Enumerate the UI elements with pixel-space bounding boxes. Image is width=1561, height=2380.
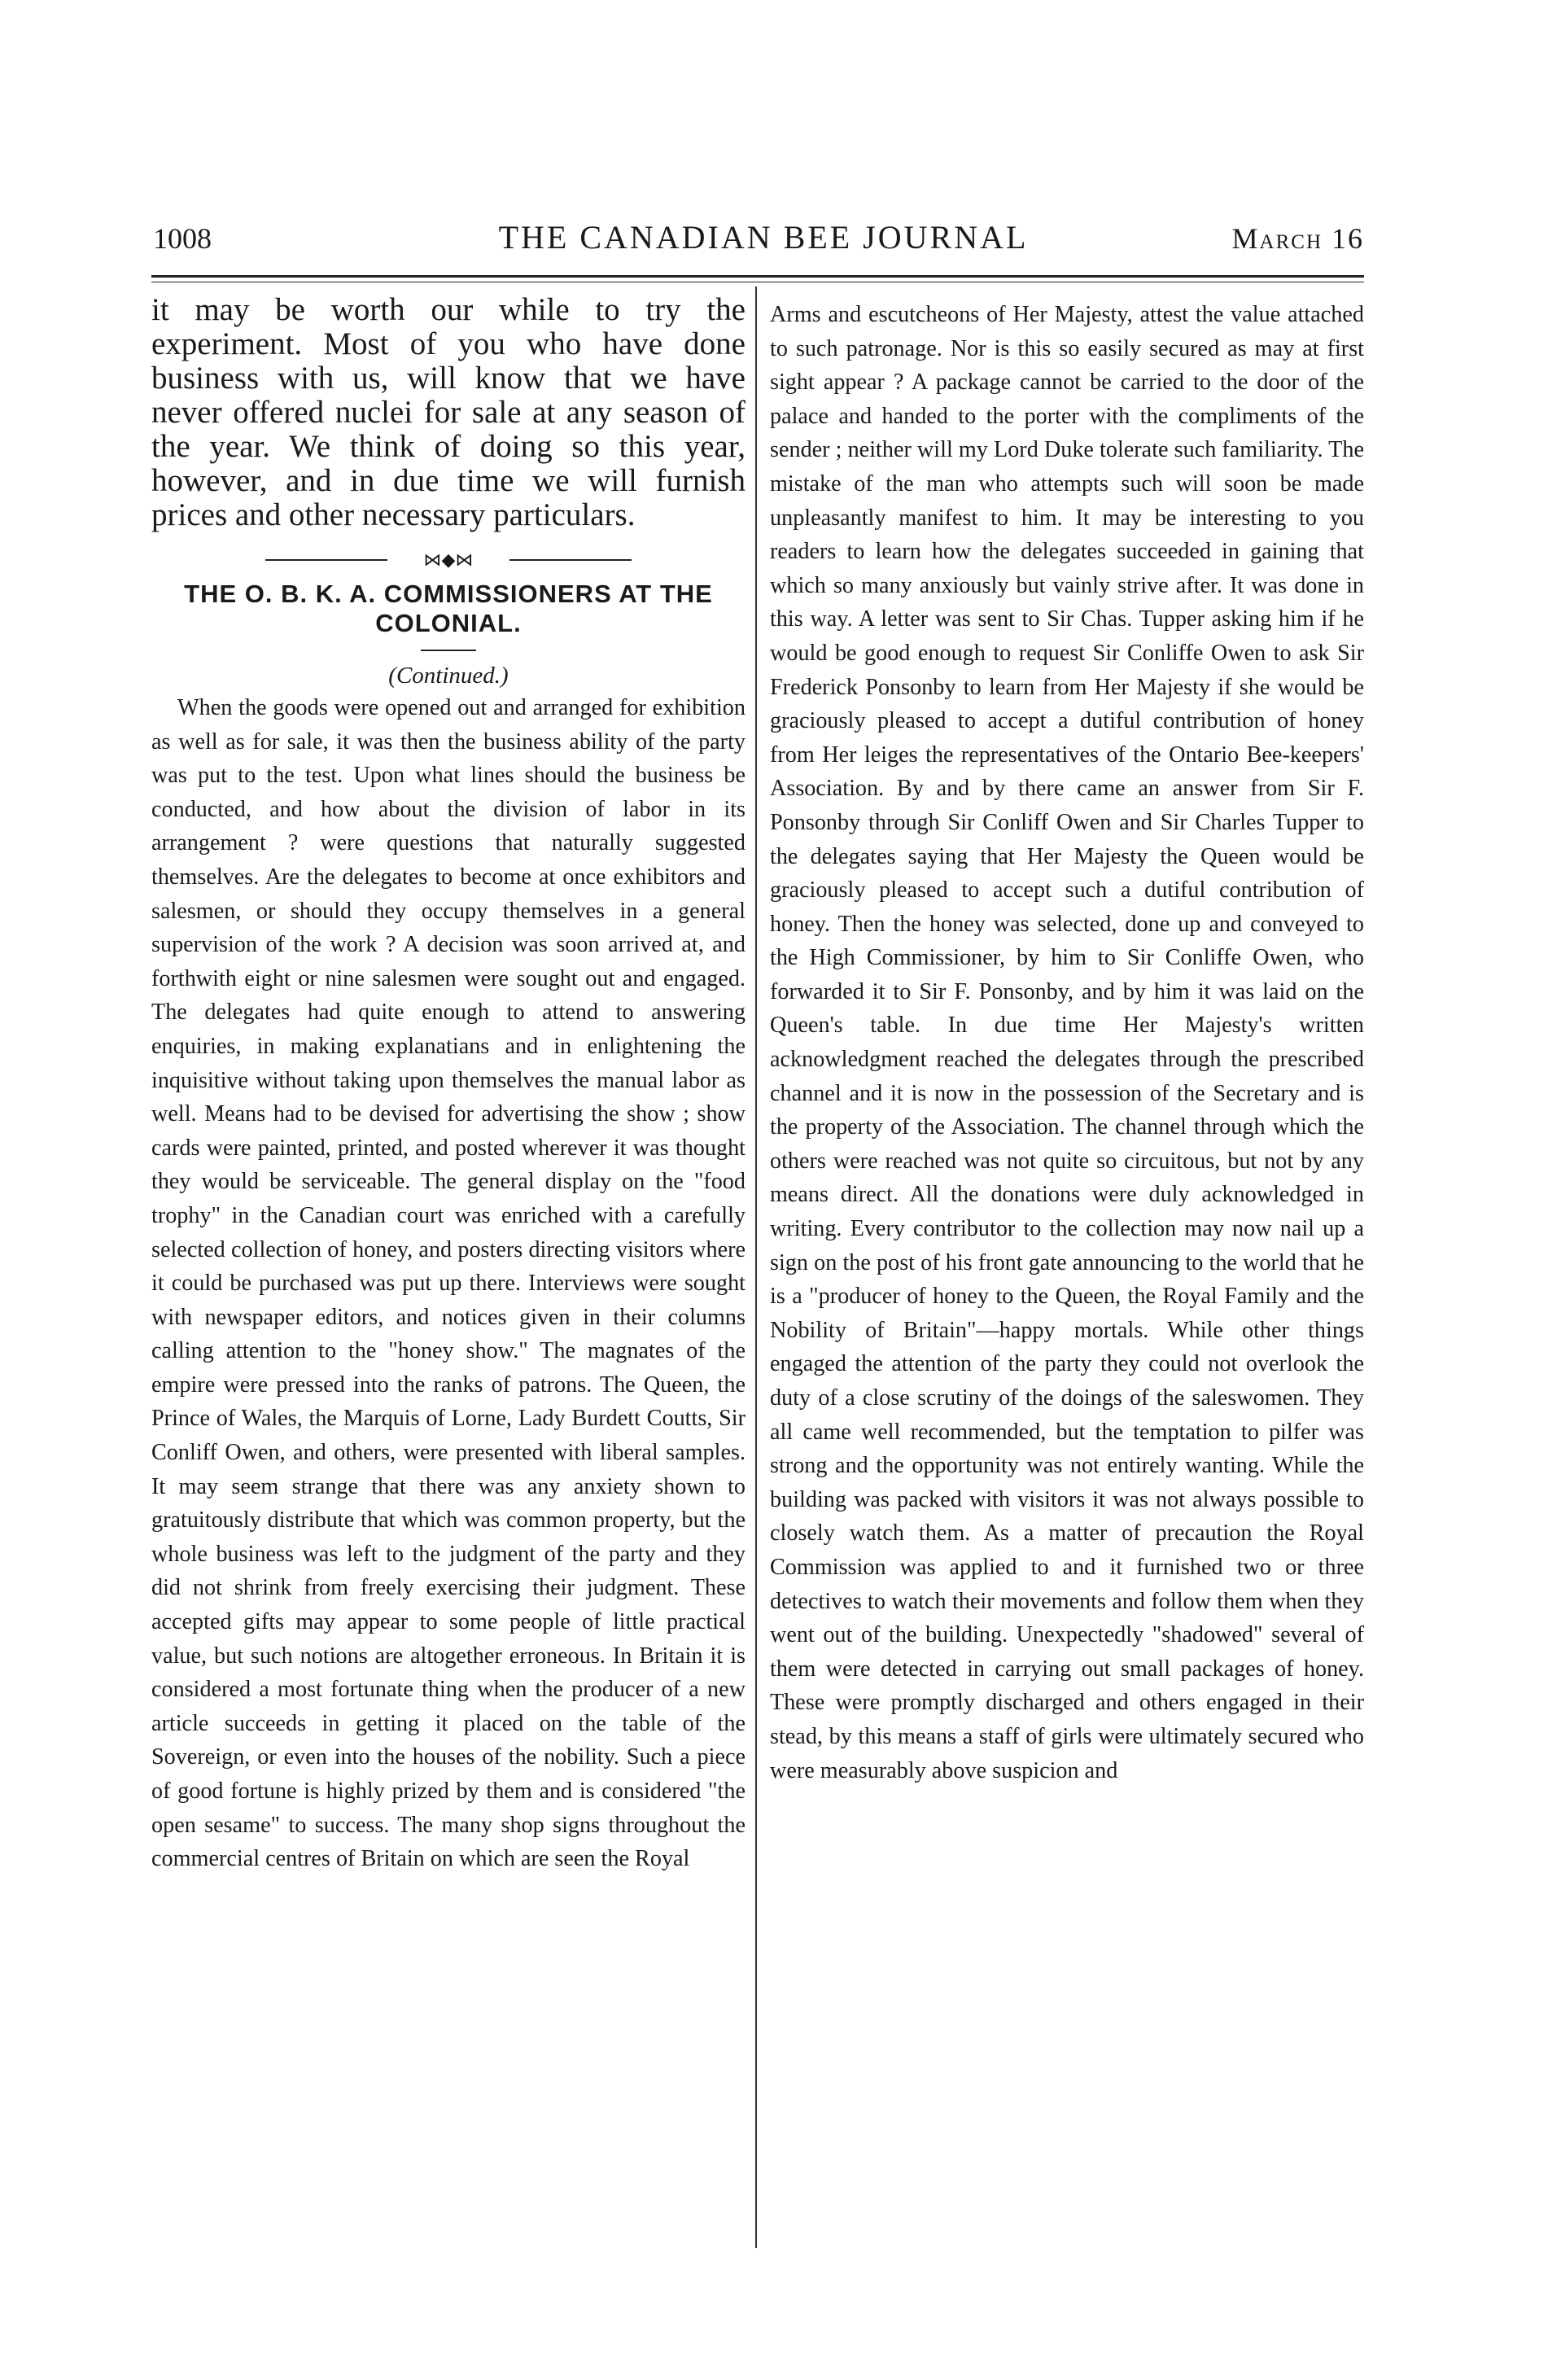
article-body-right: Arms and escutcheons of Her Majesty, attest the value attached to such patronage. Nor is this so easily secured as may at first sight appear ? A package cannot be carried to the door of the palace and handed to the porter with the compliments of the sender ; neither will my Lord Duke tolerate such familiarity. The mistake of the man who attempts such will soon be made unpleasantly manifest to him. It may be interesting to you readers to learn how the delegates succeeded in gaining that which so many anxiously but vainly strive after. It was done in this way. A letter was sent to Sir Chas. Tupper asking him if he would be good enough to request Sir Conliffe Owen to ask Sir Frederick Ponsonby to learn from Her Majesty if she would be graciously pleased to accept a dutiful contribution of honey from Her leiges the representatives of the Ontario Bee-keepers' Association. By and by there came an answer from Sir F. Ponsonby through Sir Conliff Owen and Sir Charles Tupper to the delegates saying that Her Majesty the Queen would be graciously pleased to accept such a dutiful contribution of honey. Then the honey was selected, done up and conveyed to the High Commissioner, by him to Sir Conliffe Owen, who forwarded it to Sir F. Ponsonby, and by him it was laid on the Queen's table. In due time Her Majesty's written acknowledgment reached the delegates through the prescribed channel and it is now in the possession of the Secretary and is the property of the Association. The channel through which the others were reached was not quite so circuitous, but not by any means direct. All the donations were duly acknowledged in writing. Every contributor to the collection may now nail up a sign on the post of his front gate announcing to the world that he is a "producer of honey to the Queen, the Royal Family and the Nobility of Britain"—happy mortals. While other things engaged the attention of the party they could not overlook the duty of a close scrutiny of the doings of the saleswomen. They all came well recommended, but the temptation to pilfer was strong and the opportunity was not entirely wanting. While the building was packed with visitors it was not always possible to closely watch them. As a matter of precaution the Royal Commission was applied to and it furnished two or three detectives to watch their movements and follow them when they went out of the building. Unexpectedly "shadowed" several of them were detected in carrying out small packages of honey. These were promptly discharged and others engaged in their stead, by this means a staff of girls were ultimately secured who were measurably above suspicion and [770,302,1364,1783]
issue-date: March 16 [1231,222,1364,255]
ornament-line-left [265,559,387,561]
ornament-line-right [509,559,632,561]
article-heading: THE O. B. K. A. COMMISSIONERS AT THE COLONIAL. [184,580,713,637]
left-column [151,293,746,2247]
section-ornament [151,550,746,570]
journal-title: THE CANADIAN BEE JOURNAL [498,219,1029,256]
column-divider [755,287,757,2248]
page-header [153,218,1374,267]
header-rule-thick [151,275,1364,278]
page-number: 1008 [153,222,212,255]
article-text-left: When the goods were opened out and arranged for exhibition as well as for sale, it was then the business ability of the party was put to the test. Upon what lines should the business be conducted, and how about the division of labor in its arrangement ? were questions that naturally suggested themselves. Are the delegates to become at once exhibitors and salesmen, or should they occupy themselves in a general supervision of the work ? A decision was soon arrived at, and forthwith eight or nine salesmen were sought out and engaged. The delegates had quite enough to attend to answering enquiries, in making explanatians and in enlightening the inquisitive without taking upon themselves the manual labor as well. Means had to be devised for advertising the show ; show cards were painted, printed, and posted wherever it was thought they would be serviceable. The general display on the "food trophy" in the Canadian court was enriched with a carefully selected collection of honey, and posters directing visitors where it could be purchased was put up there. Interviews were sought with newspaper editors, and notices given in their columns calling attention to the "honey show." The magnates of the empire were pressed into the ranks of patrons. The Queen, the Prince of Wales, the Marquis of Lorne, Lady Burdett Coutts, Sir Conliff Owen, and others, were presented with liberal samples. It may seem strange that there was any anxiety shown to gratuitously distribute that which was common property, but the whole business was left to the judgment of the party and they did not shrink from freely exercising their judgment. These accepted gifts may appear to some people of little practical value, but such notions are altogether erroneous. In Britain it is considered a most fortunate thing when the producer of a new article succeeds in getting it placed on the table of the Sovereign, or even into the houses of the nobility. Such a piece of good fortune is highly prized by them and is considered "the open sesame" to success. The many shop signs throughout the commercial centres of Britain on which are seen the Royal [151,695,746,1872]
heading-rule [421,650,476,651]
continued-note: (Continued.) [388,663,509,689]
intro-paragraph: it may be worth our while to try the experiment. Most of you who have done business with us, will know that we have never offered nuclei for sale at any season of the year. We think of doing so this year, however, and in due time we will furnish prices and other necessary particulars. [151,293,746,532]
article-body-left [151,691,746,1876]
ornament-icon: ⋈◆⋈ [423,550,474,571]
right-column [770,298,1364,2251]
